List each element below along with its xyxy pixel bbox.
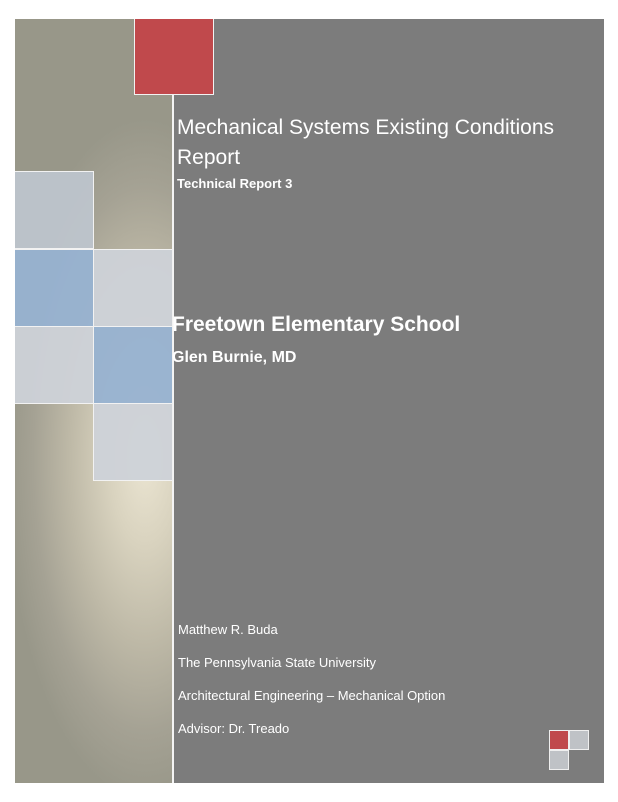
decor-tile	[93, 249, 173, 327]
decor-tile	[93, 326, 173, 404]
report-subtitle: Technical Report 3	[177, 176, 293, 191]
small-gray-tile	[549, 750, 569, 770]
decor-tile	[15, 249, 94, 327]
advisor-name: Advisor: Dr. Treado	[178, 721, 290, 736]
university-name: The Pennsylvania State University	[178, 655, 376, 670]
red-accent-tile	[134, 19, 214, 95]
decor-tile	[93, 403, 173, 481]
decor-tile	[15, 326, 94, 404]
report-title: Mechanical Systems Existing Conditions Report	[177, 116, 554, 169]
small-gray-tile	[569, 730, 589, 750]
small-red-tile	[549, 730, 569, 750]
department-name: Architectural Engineering – Mechanical Option	[178, 688, 446, 703]
author-name: Matthew R. Buda	[178, 622, 278, 637]
school-name: Freetown Elementary School	[172, 313, 461, 336]
school-location: Glen Burnie, MD	[172, 349, 297, 366]
decor-tile	[15, 171, 94, 249]
